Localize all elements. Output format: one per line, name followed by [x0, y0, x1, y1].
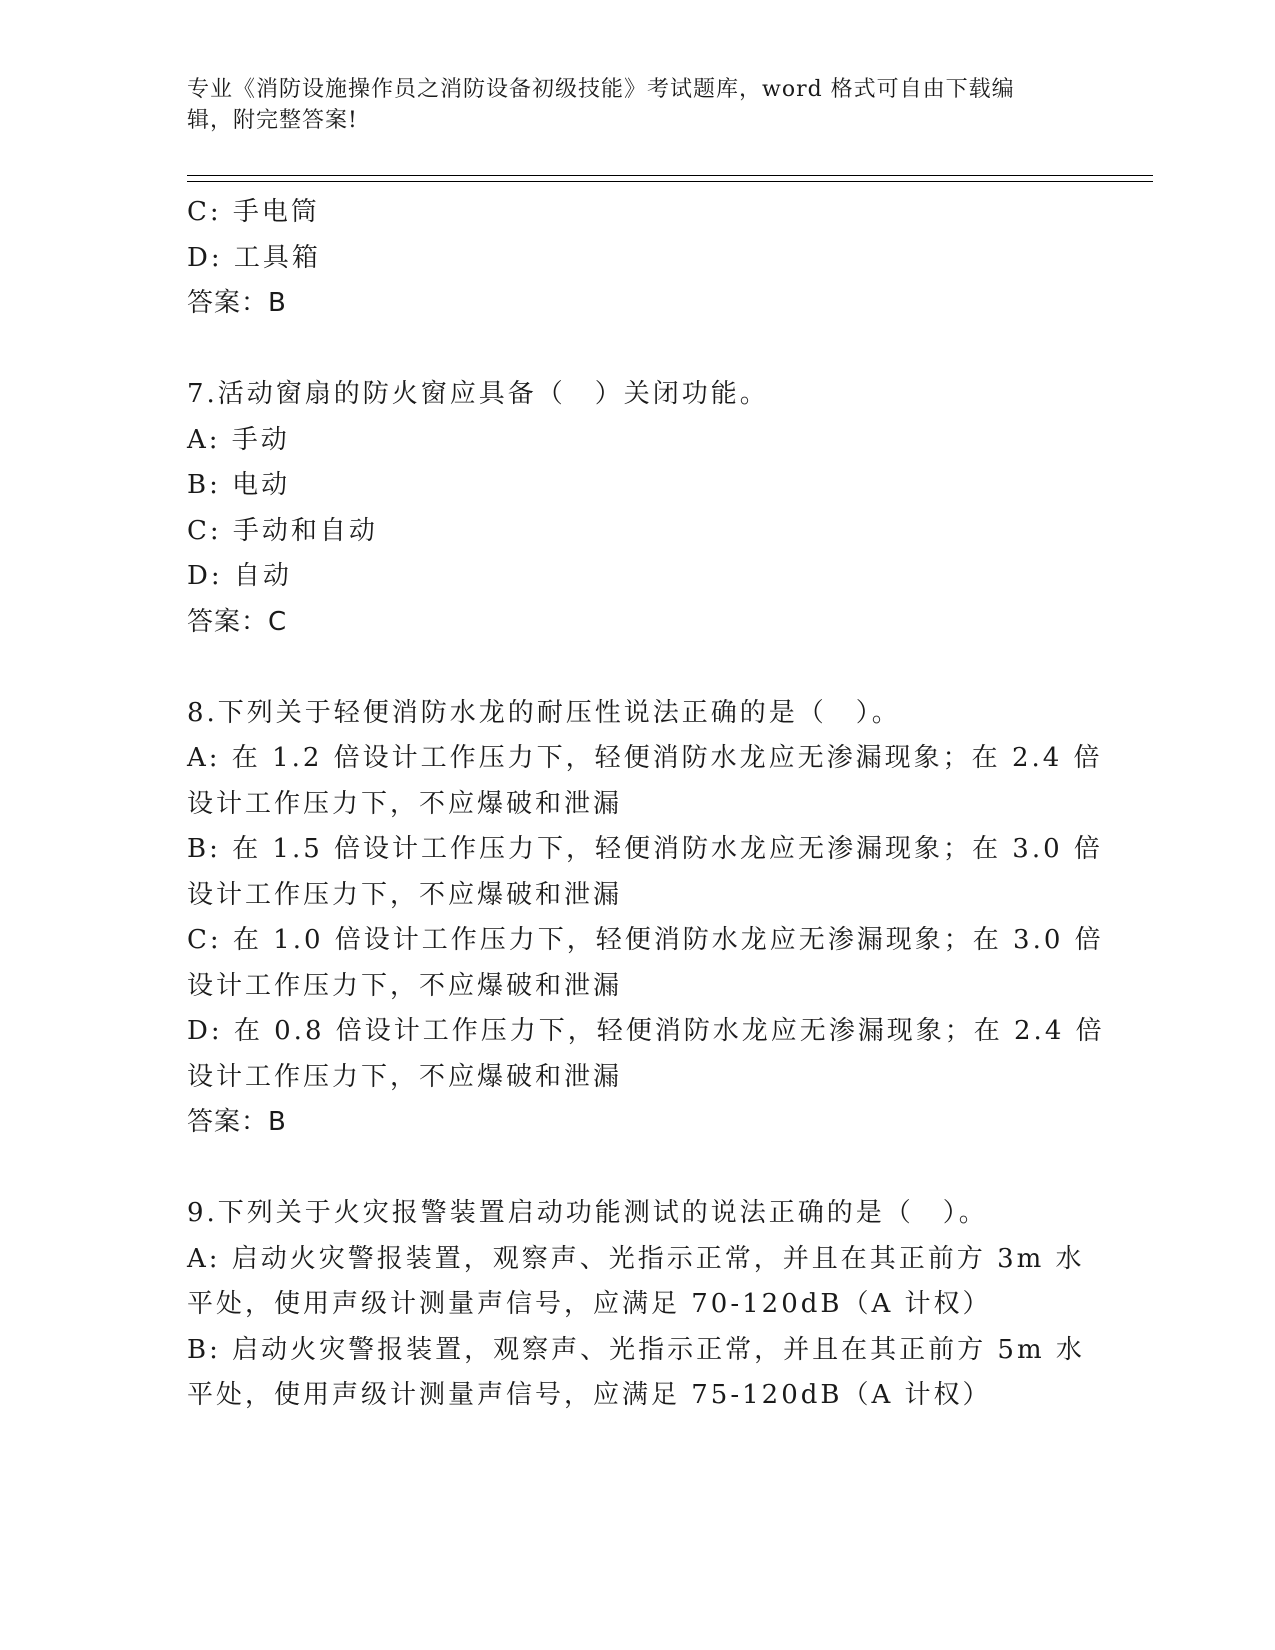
option-a: A: 在 1.2 倍设计工作压力下，轻便消防水龙应无渗漏现象；在 2.4 倍: [187, 743, 1103, 773]
spacer: [187, 645, 1067, 691]
option-d: D: 工具箱: [187, 242, 321, 273]
header-line-1: 专业《消防设施操作员之消防设备初级技能》考试题库，word 格式可自由下载编: [187, 77, 1015, 102]
option-a-continued: 平处，使用声级计测量声信号，应满足 70-120dB（A 计权）: [187, 1289, 992, 1319]
option-b: B: 启动火灾警报装置，观察声、光指示正常，并且在其正前方 5m 水: [187, 1334, 1085, 1365]
option-c: C: 手动和自动: [187, 515, 378, 546]
option-a-continued: 设计工作压力下，不应爆破和泄漏: [187, 788, 623, 819]
option-d: D: 自动: [187, 561, 292, 591]
option-c-continued: 设计工作压力下，不应爆破和泄漏: [187, 970, 623, 1001]
option-a: A: 手动: [187, 424, 290, 455]
answer: 答案：B: [187, 1107, 287, 1137]
question-list: [187, 190, 1105, 1419]
question-8: [187, 691, 1105, 1146]
question-9: [187, 1191, 1085, 1419]
spacer: [187, 327, 1067, 373]
option-a: A: 启动火灾警报装置，观察声、光指示正常，并且在其正前方 3m 水: [187, 1243, 1085, 1274]
option-b-continued: 设计工作压力下，不应爆破和泄漏: [187, 879, 623, 910]
option-b-continued: 平处，使用声级计测量声信号，应满足 75-120dB（A 计权）: [187, 1380, 992, 1410]
option-c: C: 手电筒: [187, 197, 320, 227]
question-text: 8.下列关于轻便消防水龙的耐压性说法正确的是（ ）。: [187, 697, 901, 728]
option-b: B: 电动: [187, 470, 291, 500]
option-b: B: 在 1.5 倍设计工作压力下，轻便消防水龙应无渗漏现象；在 3.0 倍: [187, 834, 1103, 864]
question-text: 9.下列关于火灾报警装置启动功能测试的说法正确的是（ ）。: [187, 1198, 988, 1228]
document-header: [187, 74, 1067, 136]
option-c: C: 在 1.0 倍设计工作压力下，轻便消防水龙应无渗漏现象；在 3.0 倍: [187, 925, 1104, 955]
question-7: [187, 372, 1067, 645]
header-line-2: 辑，附完整答案!: [187, 108, 358, 133]
question-text: 7.活动窗扇的防火窗应具备（ ）关闭功能。: [187, 379, 769, 409]
question-6: [187, 190, 1067, 327]
header-divider-bottom: [187, 181, 1153, 182]
option-d: D: 在 0.8 倍设计工作压力下，轻便消防水龙应无渗漏现象；在 2.4 倍: [187, 1016, 1105, 1046]
spacer: [187, 1146, 1067, 1192]
header-divider-top: [187, 175, 1153, 176]
option-d-continued: 设计工作压力下，不应爆破和泄漏: [187, 1061, 623, 1092]
answer: 答案：C: [187, 606, 288, 637]
answer: 答案：B: [187, 288, 287, 318]
